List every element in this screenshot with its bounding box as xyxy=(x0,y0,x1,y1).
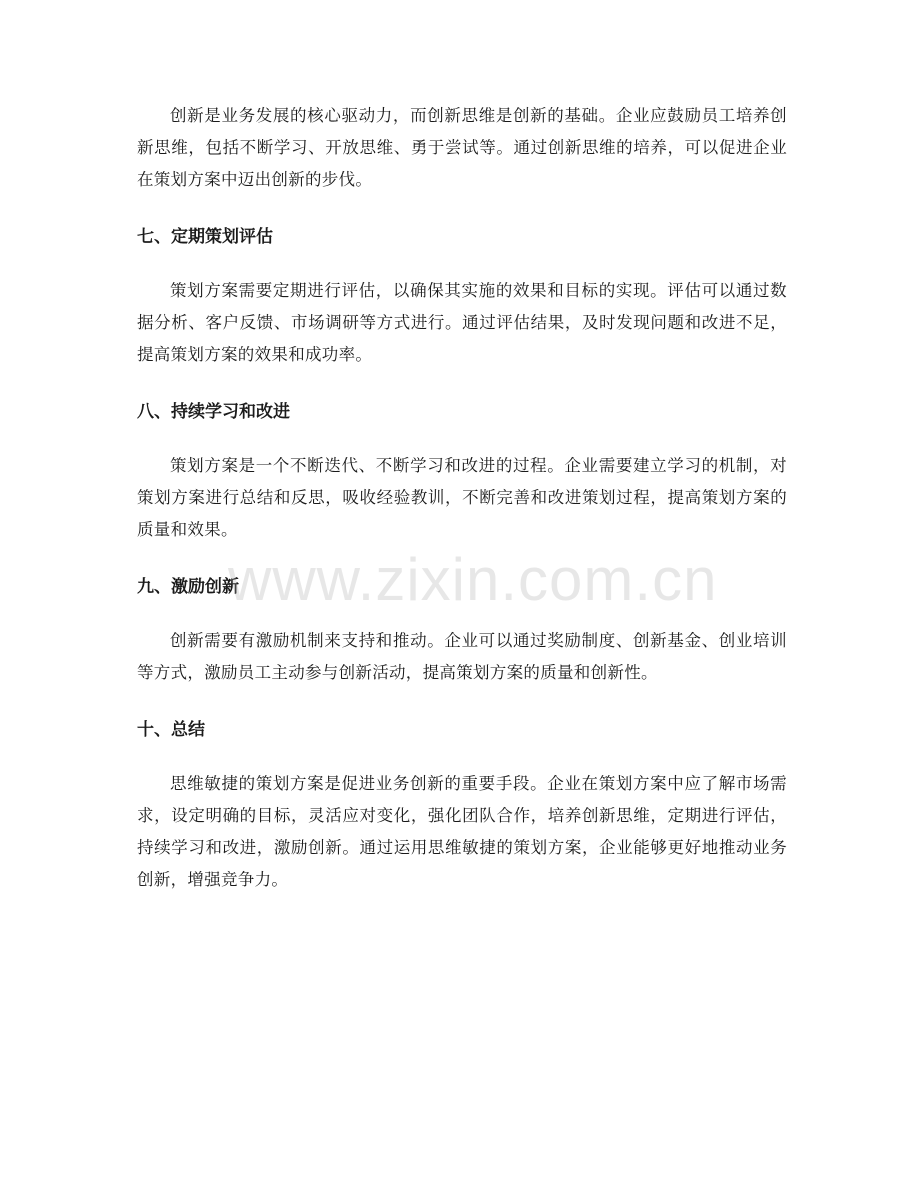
section-paragraph-10: 思维敏捷的策划方案是促进业务创新的重要手段。企业在策划方案中应了解市场需求，设定明确的目标，灵活应对变化，强化团队合作，培养创新思维，定期进行评估，持续学习和改进，激励创新。通过运用思维敏捷的策划方案，企业能够更好地推动业务创新，增强竞争力。 xyxy=(137,774,787,889)
section-heading-10: 十、总结 xyxy=(137,720,205,740)
watermark-text: www.zixin.com.cn xyxy=(228,546,718,613)
section-paragraph-9: 创新需要有激励机制来支持和推动。企业可以通过奖励制度、创新基金、创业培训等方式，激励员工主动参与创新活动，提高策划方案的质量和创新性。 xyxy=(137,631,787,682)
section-heading-9: 九、激励创新 xyxy=(137,577,239,597)
section-heading-8: 八、持续学习和改进 xyxy=(137,402,290,422)
document-body xyxy=(137,100,787,896)
section-paragraph-8: 策划方案是一个不断迭代、不断学习和改进的过程。企业需要建立学习的机制，对策划方案进行总结和反思，吸收经验教训，不断完善和改进策划过程，提高策划方案的质量和效果。 xyxy=(137,456,787,539)
intro-paragraph: 创新是业务发展的核心驱动力，而创新思维是创新的基础。企业应鼓励员工培养创新思维，包括不断学习、开放思维、勇于尝试等。通过创新思维的培养，可以促进企业在策划方案中迈出创新的步伐。 xyxy=(137,106,787,189)
section-heading-7: 七、定期策划评估 xyxy=(137,227,273,247)
section-paragraph-7: 策划方案需要定期进行评估，以确保其实施的效果和目标的实现。评估可以通过数据分析、客户反馈、市场调研等方式进行。通过评估结果，及时发现问题和改进不足，提高策划方案的效果和成功率。 xyxy=(137,281,787,364)
